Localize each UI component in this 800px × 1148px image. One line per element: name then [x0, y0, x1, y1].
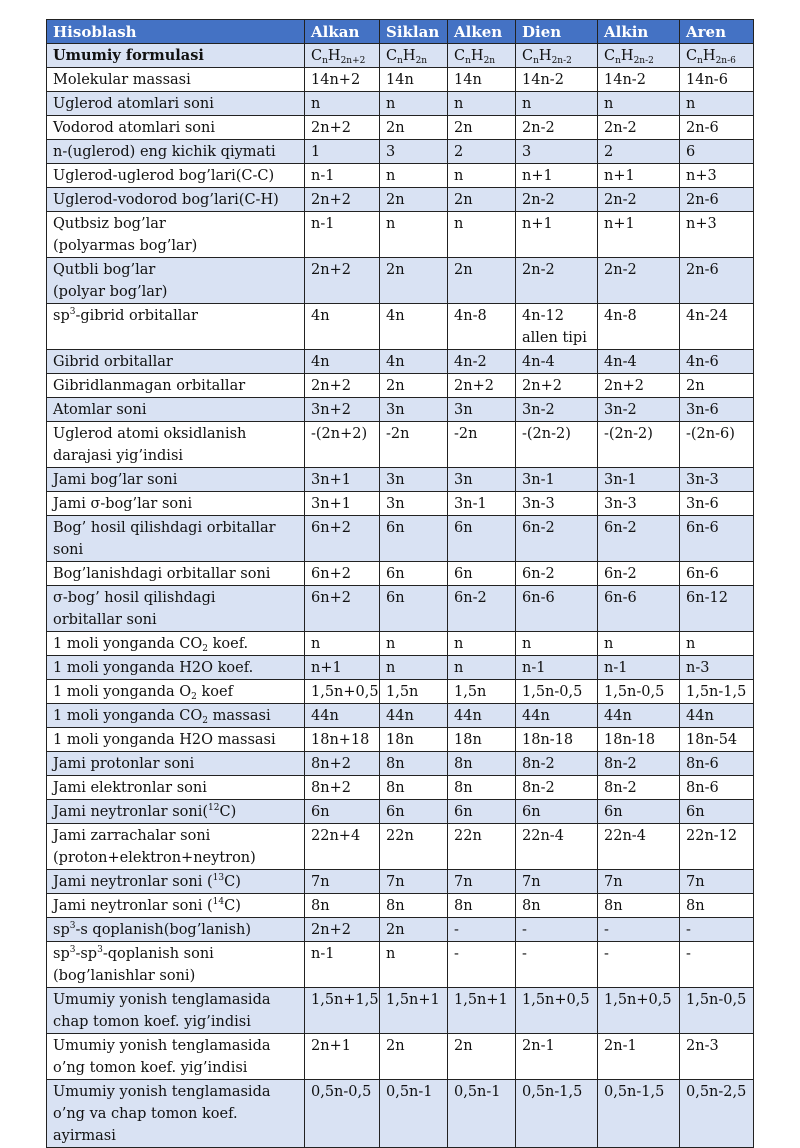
table-row: [47, 398, 754, 422]
table-cell: 4n-24: [680, 304, 754, 350]
table-cell: 6n: [380, 562, 448, 586]
table-cell: -: [448, 942, 516, 988]
table-row: [47, 304, 754, 350]
row-label: $sp^3$-gibrid orbitallar: [47, 304, 305, 350]
table-cell: 3n: [380, 468, 448, 492]
table-cell: 1,5n-0,5: [516, 680, 598, 704]
table-cell: n: [448, 656, 516, 680]
row-label: Gibrid orbitallar: [47, 350, 305, 374]
table-cell: 1,5n+1: [448, 988, 516, 1034]
table-cell: $C_nH_{2n-2}$: [598, 44, 680, 68]
table-cell: 8n: [680, 894, 754, 918]
table-cell: $C_nH_{2n}$: [380, 44, 448, 68]
table-cell: 8n: [380, 752, 448, 776]
table-cell: 22n: [380, 824, 448, 870]
table-cell: 4n-4: [598, 350, 680, 374]
hydrocarbon-formula-table: [46, 19, 754, 1148]
table-cell: 44n: [448, 704, 516, 728]
table-cell: 4n-12 allen tipi: [516, 304, 598, 350]
table-cell: 3n: [380, 398, 448, 422]
table-cell: 0,5n-1: [448, 1080, 516, 1148]
row-label: Molekular massasi: [47, 68, 305, 92]
table-cell: 2n: [448, 116, 516, 140]
table-cell: 3: [380, 140, 448, 164]
table-cell: 22n-4: [516, 824, 598, 870]
row-label: n-(uglerod) eng kichik qiymati: [47, 140, 305, 164]
table-cell: 6n: [380, 586, 448, 632]
table-cell: n+1: [598, 164, 680, 188]
row-label: Jami neytronlar soni($^{12}$C): [47, 800, 305, 824]
table-cell: n: [598, 92, 680, 116]
row-label: Atomlar soni: [47, 398, 305, 422]
row-label: Jami protonlar soni: [47, 752, 305, 776]
header-aren: Aren: [680, 20, 754, 44]
table-cell: n-1: [305, 212, 380, 258]
table-cell: 2n: [448, 1034, 516, 1080]
table-row: [47, 212, 754, 258]
table-cell: 2n+2: [516, 374, 598, 398]
table-header-row: [47, 20, 754, 44]
row-label: Jami neytronlar soni ($^{14}$C): [47, 894, 305, 918]
table-cell: n: [516, 632, 598, 656]
table-cell: 6n: [448, 562, 516, 586]
table-cell: 22n-4: [598, 824, 680, 870]
table-cell: 6n: [516, 800, 598, 824]
table-cell: 3: [516, 140, 598, 164]
table-cell: 3n+1: [305, 468, 380, 492]
table-cell: 8n+2: [305, 776, 380, 800]
table-row: [47, 1034, 754, 1080]
table-cell: 4n-8: [448, 304, 516, 350]
table-cell: 8n: [448, 776, 516, 800]
table-cell: n: [380, 164, 448, 188]
table-cell: 3n-3: [516, 492, 598, 516]
table-row: [47, 988, 754, 1034]
table-cell: 6n: [598, 800, 680, 824]
table-cell: n: [380, 92, 448, 116]
table-cell: 2n-2: [516, 188, 598, 212]
table-cell: 18n-18: [598, 728, 680, 752]
table-cell: 6: [680, 140, 754, 164]
table-cell: -(2n-2): [598, 422, 680, 468]
table-cell: 0,5n-1,5: [598, 1080, 680, 1148]
table-cell: 6n-6: [598, 586, 680, 632]
row-label: Jami neytronlar soni ($^{13}$C): [47, 870, 305, 894]
table-cell: 1,5n+0,5: [516, 988, 598, 1034]
table-cell: 44n: [680, 704, 754, 728]
table-cell: 6n-2: [598, 562, 680, 586]
table-cell: 2n: [380, 188, 448, 212]
table-cell: 18n-54: [680, 728, 754, 752]
table-cell: 3n+2: [305, 398, 380, 422]
table-cell: 2n-2: [516, 258, 598, 304]
table-cell: 1,5n: [380, 680, 448, 704]
table-cell: 3n-1: [448, 492, 516, 516]
table-cell: 1: [305, 140, 380, 164]
table-cell: 0,5n-1,5: [516, 1080, 598, 1148]
table-cell: 6n-6: [516, 586, 598, 632]
table-row: [47, 492, 754, 516]
table-cell: 6n: [680, 800, 754, 824]
table-cell: 2n: [380, 918, 448, 942]
table-row: [47, 586, 754, 632]
table-cell: 3n-1: [598, 468, 680, 492]
table-cell: 4n: [380, 350, 448, 374]
table-row: [47, 350, 754, 374]
table-cell: 3n+1: [305, 492, 380, 516]
table-cell: 3n-3: [680, 468, 754, 492]
table-cell: 2n: [448, 258, 516, 304]
table-cell: 7n: [680, 870, 754, 894]
row-label: 1 moli yonganda $CO_2$ koef.: [47, 632, 305, 656]
table-cell: n+3: [680, 212, 754, 258]
table-cell: 2n+1: [305, 1034, 380, 1080]
header-alken: Alken: [448, 20, 516, 44]
table-cell: n: [448, 92, 516, 116]
table-cell: 6n+2: [305, 516, 380, 562]
table-cell: 1,5n+0,5: [598, 988, 680, 1034]
table-cell: 1,5n-1,5: [680, 680, 754, 704]
table-cell: 1,5n+1: [380, 988, 448, 1034]
row-label: Umumiy yonish tenglamasida chap tomon koef. yig’indisi: [47, 988, 305, 1034]
table-cell: 4n-8: [598, 304, 680, 350]
table-cell: 1,5n+1,5: [305, 988, 380, 1034]
row-label: Qutbsiz bog’lar (polyarmas bog’lar): [47, 212, 305, 258]
table-cell: -: [598, 918, 680, 942]
table-cell: 7n: [516, 870, 598, 894]
table-cell: 8n: [380, 894, 448, 918]
row-label: 1 moli yonganda $O_2$ koef: [47, 680, 305, 704]
table-row: [47, 656, 754, 680]
table-cell: 4n: [380, 304, 448, 350]
table-row: [47, 894, 754, 918]
table-cell: 22n: [448, 824, 516, 870]
table-cell: 14n-2: [598, 68, 680, 92]
table-row: [47, 632, 754, 656]
table-cell: 6n: [380, 800, 448, 824]
table-cell: 0,5n-2,5: [680, 1080, 754, 1148]
table-cell: 4n-4: [516, 350, 598, 374]
table-cell: 3n: [380, 492, 448, 516]
row-label: Uglerod atomlari soni: [47, 92, 305, 116]
table-cell: n-3: [680, 656, 754, 680]
table-cell: 4n-6: [680, 350, 754, 374]
table-cell: 6n-2: [598, 516, 680, 562]
table-row: [47, 800, 754, 824]
row-label: $sp^3-sp^3$-qoplanish soni (bog’lanishlar soni): [47, 942, 305, 988]
table-cell: n+1: [516, 164, 598, 188]
table-cell: 3n-1: [516, 468, 598, 492]
table-cell: 14n-6: [680, 68, 754, 92]
table-row: [47, 68, 754, 92]
table-row: [47, 562, 754, 586]
table-cell: 8n: [516, 894, 598, 918]
table-row: [47, 140, 754, 164]
table-cell: 2n+2: [305, 918, 380, 942]
table-cell: n: [516, 92, 598, 116]
table-row: [47, 704, 754, 728]
table-cell: 6n: [305, 800, 380, 824]
table-cell: 4n-2: [448, 350, 516, 374]
table-row: [47, 44, 754, 68]
table-cell: 1,5n+0,5: [305, 680, 380, 704]
table-cell: 44n: [305, 704, 380, 728]
table-cell: n: [448, 212, 516, 258]
table-row: [47, 776, 754, 800]
table-cell: -(2n-2): [516, 422, 598, 468]
table-cell: 8n-2: [598, 752, 680, 776]
table-cell: 8n-6: [680, 776, 754, 800]
table-cell: 2n-1: [598, 1034, 680, 1080]
table-cell: 8n+2: [305, 752, 380, 776]
table-cell: -: [516, 918, 598, 942]
table-cell: 4n: [305, 304, 380, 350]
table-cell: 8n: [448, 894, 516, 918]
table-cell: 8n-6: [680, 752, 754, 776]
table-cell: n-1: [305, 942, 380, 988]
table-cell: 7n: [598, 870, 680, 894]
table-cell: 2n+2: [598, 374, 680, 398]
table-cell: 2n: [380, 1034, 448, 1080]
table-cell: n+1: [516, 212, 598, 258]
row-label: 1 moli yonganda H2O koef.: [47, 656, 305, 680]
table-cell: $C_nH_{2n+2}$: [305, 44, 380, 68]
table-cell: 1,5n-0,5: [598, 680, 680, 704]
table-cell: 8n-2: [516, 752, 598, 776]
table-cell: 2n-2: [516, 116, 598, 140]
table-cell: 22n-12: [680, 824, 754, 870]
table-cell: 2n-6: [680, 188, 754, 212]
row-label: Gibridlanmagan orbitallar: [47, 374, 305, 398]
table-cell: 2n: [380, 258, 448, 304]
table-cell: 6n: [448, 800, 516, 824]
table-cell: -: [516, 942, 598, 988]
table-cell: -: [680, 942, 754, 988]
row-label: 1 moli yonganda $CO_2$ massasi: [47, 704, 305, 728]
table-cell: 14n+2: [305, 68, 380, 92]
table-row: [47, 92, 754, 116]
table-cell: 2n+2: [448, 374, 516, 398]
table-cell: 6n: [448, 516, 516, 562]
table-cell: 2n-1: [516, 1034, 598, 1080]
table-cell: 8n: [305, 894, 380, 918]
row-label: Umumiy formulasi: [47, 44, 305, 68]
table-cell: $C_nH_{2n-6}$: [680, 44, 754, 68]
table-cell: 3n-2: [598, 398, 680, 422]
table-cell: n+3: [680, 164, 754, 188]
table-cell: 2n-2: [598, 116, 680, 140]
table-cell: n: [448, 632, 516, 656]
table-cell: 2n+2: [305, 258, 380, 304]
table-cell: -(2n-6): [680, 422, 754, 468]
table-cell: -(2n+2): [305, 422, 380, 468]
table-cell: n+1: [598, 212, 680, 258]
table-cell: 18n+18: [305, 728, 380, 752]
table-cell: n: [305, 632, 380, 656]
table-cell: 6n-6: [680, 562, 754, 586]
table-row: [47, 752, 754, 776]
row-label: 1 moli yonganda H2O massasi: [47, 728, 305, 752]
header-siklan: Siklan: [380, 20, 448, 44]
table-cell: 14n-2: [516, 68, 598, 92]
table-cell: 2: [448, 140, 516, 164]
table-cell: 6n-2: [516, 516, 598, 562]
table-row: [47, 422, 754, 468]
row-label: Bog’lanishdagi orbitallar soni: [47, 562, 305, 586]
table-cell: 6n-2: [448, 586, 516, 632]
row-label: Jami bog’lar soni: [47, 468, 305, 492]
row-label: Umumiy yonish tenglamasida o’ng tomon koef. yig’indisi: [47, 1034, 305, 1080]
table-row: [47, 918, 754, 942]
table-row: [47, 824, 754, 870]
table-cell: $C_nH_{2n}$: [448, 44, 516, 68]
row-label: $sp^3-s$ qoplanish(bog’lanish): [47, 918, 305, 942]
table-cell: n: [380, 212, 448, 258]
table-cell: 3n-6: [680, 492, 754, 516]
table-row: [47, 468, 754, 492]
table-cell: n-1: [516, 656, 598, 680]
table-row: [47, 942, 754, 988]
table-row: [47, 1080, 754, 1148]
row-label: Bog’ hosil qilishdagi orbitallar soni: [47, 516, 305, 562]
table-cell: 2n-2: [598, 258, 680, 304]
table-cell: 6n: [380, 516, 448, 562]
table-cell: 3n-6: [680, 398, 754, 422]
table-cell: 2n+2: [305, 188, 380, 212]
table-cell: 2n+2: [305, 116, 380, 140]
table-cell: n: [305, 92, 380, 116]
table-cell: 22n+4: [305, 824, 380, 870]
table-cell: 44n: [516, 704, 598, 728]
header-dien: Dien: [516, 20, 598, 44]
table-cell: 2n-2: [598, 188, 680, 212]
header-alkan: Alkan: [305, 20, 380, 44]
table-cell: 1,5n-0,5: [680, 988, 754, 1034]
table-cell: n: [680, 92, 754, 116]
table-cell: 7n: [448, 870, 516, 894]
table-cell: n: [448, 164, 516, 188]
table-cell: n: [598, 632, 680, 656]
table-cell: 2: [598, 140, 680, 164]
table-cell: 2n-6: [680, 258, 754, 304]
table-row: [47, 188, 754, 212]
table-cell: 2n: [380, 116, 448, 140]
table-cell: 3n: [448, 398, 516, 422]
table-cell: 6n+2: [305, 562, 380, 586]
table-cell: 14n: [380, 68, 448, 92]
table-cell: 6n-12: [680, 586, 754, 632]
table-cell: 8n: [448, 752, 516, 776]
table-cell: 6n+2: [305, 586, 380, 632]
table-cell: 3n-3: [598, 492, 680, 516]
table-cell: 0,5n-0,5: [305, 1080, 380, 1148]
table-row: [47, 680, 754, 704]
table-cell: 3n: [448, 468, 516, 492]
row-label: Jami σ-bog’lar soni: [47, 492, 305, 516]
table-cell: n: [380, 632, 448, 656]
table-cell: 1,5n: [448, 680, 516, 704]
table-cell: 7n: [380, 870, 448, 894]
table-row: [47, 164, 754, 188]
table-row: [47, 728, 754, 752]
table-row: [47, 870, 754, 894]
row-label: Uglerod atomi oksidlanish darajasi yig’indisi: [47, 422, 305, 468]
table-body: [47, 44, 754, 1148]
table-cell: $C_nH_{2n-2}$: [516, 44, 598, 68]
row-label: Vodorod atomlari soni: [47, 116, 305, 140]
table-cell: 18n-18: [516, 728, 598, 752]
row-label: Jami zarrachalar soni (proton+elektron+neytron): [47, 824, 305, 870]
header-hisoblash: Hisoblash: [47, 20, 305, 44]
table-row: [47, 258, 754, 304]
row-label: Qutbli bog’lar (polyar bog’lar): [47, 258, 305, 304]
table-cell: n-1: [598, 656, 680, 680]
table-cell: 2n-6: [680, 116, 754, 140]
table-cell: n: [380, 656, 448, 680]
table-cell: n-1: [305, 164, 380, 188]
table-cell: 6n-6: [680, 516, 754, 562]
table-cell: 14n: [448, 68, 516, 92]
table-cell: -: [598, 942, 680, 988]
table-row: [47, 374, 754, 398]
table-cell: 44n: [598, 704, 680, 728]
header-alkin: Alkin: [598, 20, 680, 44]
table-cell: 2n: [380, 374, 448, 398]
table-cell: 2n: [448, 188, 516, 212]
row-label: Uglerod-uglerod bog’lari(C-C): [47, 164, 305, 188]
table-cell: 3n-2: [516, 398, 598, 422]
table-cell: 44n: [380, 704, 448, 728]
table-row: [47, 116, 754, 140]
table-cell: 6n-2: [516, 562, 598, 586]
table-cell: 2n-3: [680, 1034, 754, 1080]
table-cell: 18n: [448, 728, 516, 752]
table-cell: 7n: [305, 870, 380, 894]
table-cell: 8n-2: [598, 776, 680, 800]
table-cell: 8n: [380, 776, 448, 800]
table-cell: 0,5n-1: [380, 1080, 448, 1148]
row-label: Jami elektronlar soni: [47, 776, 305, 800]
table-cell: n+1: [305, 656, 380, 680]
table-cell: 18n: [380, 728, 448, 752]
table-cell: -: [448, 918, 516, 942]
table-cell: n: [380, 942, 448, 988]
table-cell: n: [680, 632, 754, 656]
row-label: σ-bog’ hosil qilishdagi orbitallar soni: [47, 586, 305, 632]
table-cell: 8n-2: [516, 776, 598, 800]
table-cell: 8n: [598, 894, 680, 918]
table-cell: 4n: [305, 350, 380, 374]
table-row: [47, 516, 754, 562]
row-label: Uglerod-vodorod bog’lari(C-H): [47, 188, 305, 212]
row-label: Umumiy yonish tenglamasida o’ng va chap tomon koef. ayirmasi: [47, 1080, 305, 1148]
table-cell: -2n: [380, 422, 448, 468]
table-cell: -: [680, 918, 754, 942]
table-cell: -2n: [448, 422, 516, 468]
table-cell: 2n: [680, 374, 754, 398]
table-cell: 2n+2: [305, 374, 380, 398]
